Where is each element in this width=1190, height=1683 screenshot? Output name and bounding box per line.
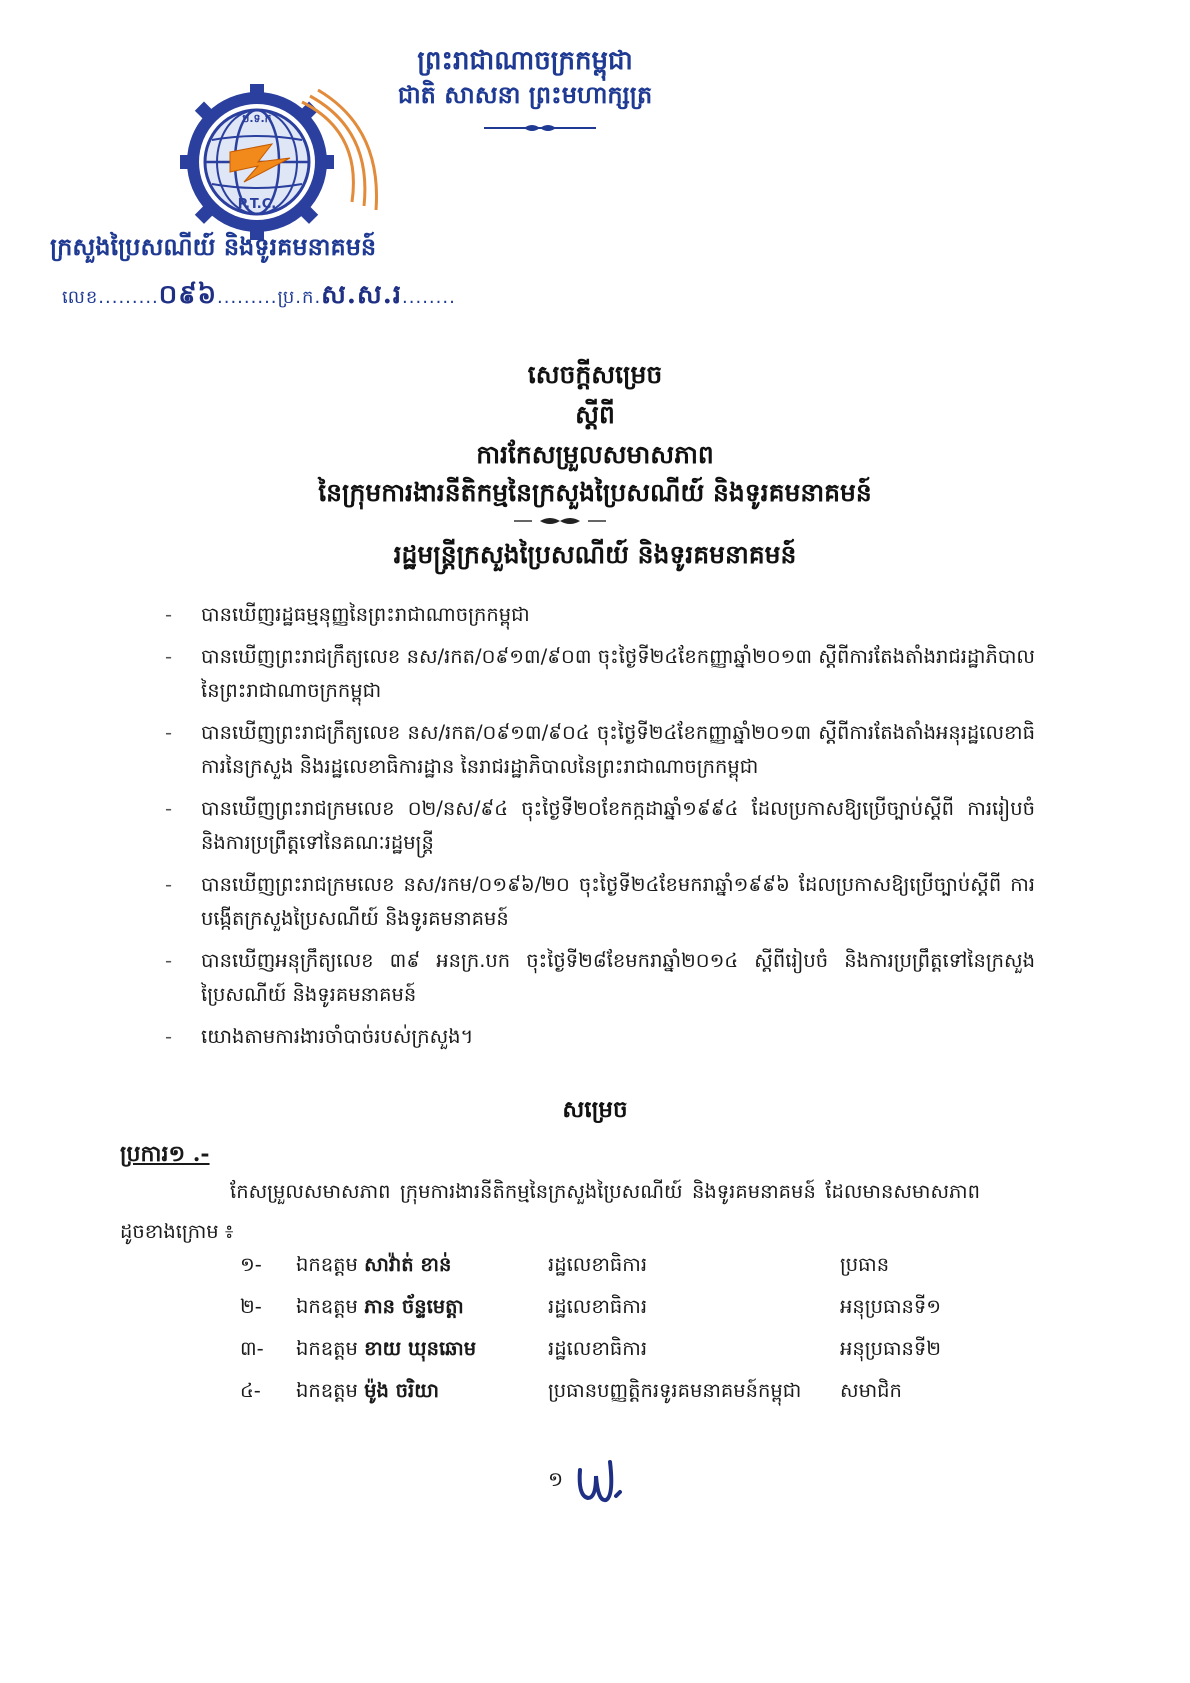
decides-heading: សម្រេច (562, 1096, 628, 1123)
member-number: ១- (240, 1252, 262, 1276)
considerations-list (155, 598, 1035, 1062)
title-ornament-divider (510, 514, 610, 528)
members-table (240, 1245, 970, 1413)
reference-prefix: លេខ......... (62, 287, 159, 308)
table-row (240, 1371, 970, 1413)
decision-title: សេចក្ដីសម្រេច (527, 360, 663, 389)
handwritten-initial-mark (566, 1452, 636, 1512)
member-name: ខាយ ឃុនឆោម (364, 1336, 477, 1360)
member-role: សមាជិក (840, 1378, 902, 1402)
member-role: អនុប្រធានទី២ (840, 1336, 942, 1360)
logo-bottom-text: P.T.C. (237, 197, 277, 212)
member-honorific: ឯកឧត្តម (296, 1252, 358, 1276)
member-name-cell (296, 1287, 548, 1329)
member-honorific: ឯកឧត្តម (296, 1378, 358, 1402)
list-item: - បានឃើញអនុក្រឹត្យលេខ ៣៩ អនក្រ.បក ចុះថ្ងៃទី២៨ខែមករាឆ្នាំ២០១៤ ស្ដីពីរៀបចំ និងការប្រព្រឹត្តទៅនៃក្រសួងប្រៃសណីយ៍ និងទូរគមនាគមន៍ (165, 949, 1035, 1006)
table-row (240, 1245, 970, 1287)
logo-top-text: ប.ទ.ក (242, 112, 272, 125)
table-row (240, 1287, 970, 1329)
kingdom-heading: ព្រះរាជាណាចក្រកម្ពុជា (417, 46, 633, 76)
member-number: ៣- (240, 1336, 264, 1360)
minister-heading: រដ្ឋមន្ត្រីក្រសួងប្រៃសណីយ៍ និងទូរគមនាគមន៍ (393, 540, 797, 569)
header-ornament-divider (480, 120, 600, 136)
list-item: - យោងតាមការងារចាំបាច់របស់ក្រសួង។ (165, 1025, 474, 1048)
decision-subject-label: ស្ដីពី (575, 400, 615, 429)
reference-mid: .........ប្រ.ក. (217, 287, 322, 308)
reference-code: ស.ស.រ (321, 280, 403, 310)
member-position: ប្រធានបញ្ញត្តិករទូរគមនាគមន៍កម្ពុជា (548, 1378, 802, 1402)
article-body: កែសម្រួលសមាសភាព ក្រុមការងារនីតិកម្មនៃក្រសួងប្រៃសណីយ៍ និងទូរគមនាគមន៍ ដែលមានសមាសភាពដូចខាងក្រោម ៖ (120, 1180, 980, 1243)
list-item: - បានឃើញព្រះរាជក្រមលេខ នស/រកម/០១៩៦/២០ ចុះថ្ងៃទី២៤ខែមករាឆ្នាំ១៩៩៦ ដែលប្រកាសឱ្យប្រើច្បាប់ស្ដីពី ការបង្កើតក្រសួងប្រៃសណីយ៍ និងទូរគមនាគមន៍ (165, 873, 1035, 930)
member-position: រដ្ឋលេខាធិការ (548, 1336, 648, 1360)
member-name: ភាន ច័ន្ទមេត្តា (364, 1294, 464, 1318)
member-number: ២- (240, 1294, 262, 1318)
member-role: អនុប្រធានទី១ (840, 1294, 942, 1318)
member-number: ៤- (240, 1378, 261, 1402)
member-position: រដ្ឋលេខាធិការ (548, 1252, 648, 1276)
ministry-name: ក្រសួងប្រៃសណីយ៍ និងទូរគមនាគមន៍ (50, 232, 377, 261)
reference-number: ០៩៦ (158, 280, 218, 310)
member-position: រដ្ឋលេខាធិការ (548, 1294, 648, 1318)
national-motto: ជាតិ សាសនា ព្រះមហាក្សត្រ (397, 80, 653, 109)
ministry-logo-emblem (172, 82, 382, 242)
list-item: - បានឃើញព្រះរាជក្រឹត្យលេខ នស/រកត/០៩១៣/៩០៣ ចុះថ្ងៃទី២៤ខែកញ្ញាឆ្នាំ២០១៣ ស្ដីពីការតែងតាំងរាជរដ្ឋាភិបាលនៃព្រះរាជាណាចក្រកម្ពុជា (165, 645, 1035, 702)
member-honorific: ឯកឧត្តម (296, 1336, 358, 1360)
member-name: ម៉ូង ចរិយា (364, 1378, 439, 1402)
member-honorific: ឯកឧត្តម (296, 1294, 358, 1318)
member-name-cell (296, 1371, 548, 1413)
member-name: សាវ៉ាត់ ខាន់ (364, 1252, 452, 1276)
member-role: ប្រធាន (840, 1252, 890, 1276)
decision-subject: ការកែសម្រួលសមាសភាព (476, 440, 714, 469)
list-item: - បានឃើញព្រះរាជក្រឹត្យលេខ នស/រកត/០៩១៣/៩០៤ ចុះថ្ងៃទី២៤ខែកញ្ញាឆ្នាំ២០១៣ ស្ដីពីការតែងតាំងអនុរដ្ឋលេខាធិការនៃក្រសួង និងរដ្ឋលេខាធិការដ្ឋាន នៃរាជរដ្ឋាភិបាលនៃព្រះរាជាណាចក្រកម្ពុជា (165, 721, 1035, 778)
member-name-cell (296, 1245, 548, 1287)
page-number: ១ (548, 1467, 564, 1491)
decision-subject-detail: នៃក្រុមការងារនីតិកម្មនៃក្រសួងប្រៃសណីយ៍ និងទូរគមនាគមន៍ (318, 478, 872, 507)
reference-line (62, 278, 456, 316)
table-row (240, 1329, 970, 1371)
member-name-cell (296, 1329, 548, 1371)
list-item: - បានឃើញរដ្ឋធម្មនុញ្ញនៃព្រះរាជាណាចក្រកម្ពុជា (165, 603, 530, 626)
reference-suffix: ........ (402, 287, 456, 308)
list-item: - បានឃើញព្រះរាជក្រមលេខ ០២/នស/៩៤ ចុះថ្ងៃទី២០ខែកក្កដាឆ្នាំ១៩៩៤ ដែលប្រកាសឱ្យប្រើច្បាប់ស្ដីពី ការរៀបចំ និងការប្រព្រឹត្តទៅនៃគណៈរដ្ឋមន្ត្រី (165, 797, 1035, 854)
article-label: ប្រការ១ .- (120, 1141, 210, 1167)
